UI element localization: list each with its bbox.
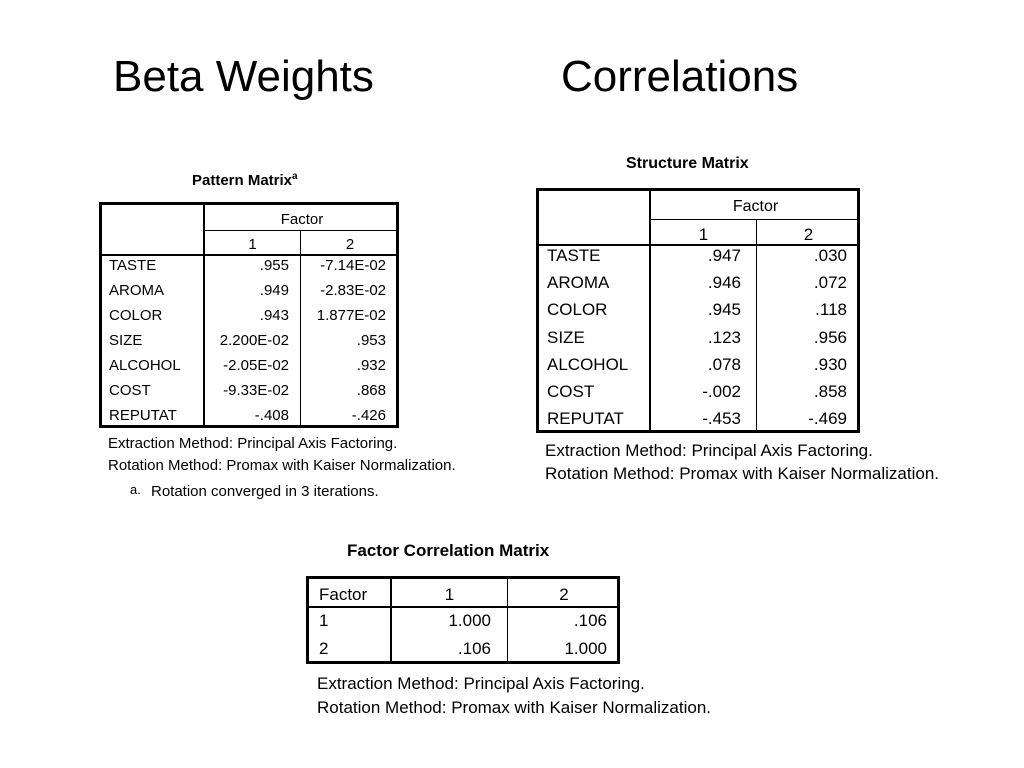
fcm-row-value-2: 1.000: [564, 639, 607, 658]
fcm-extraction-note: Extraction Method: Principal Axis Factoring.: [317, 674, 645, 693]
title-correlations: Correlations: [561, 52, 799, 101]
structure-row-value-1: .078: [707, 354, 741, 374]
pattern-row-value-2: .953: [356, 332, 386, 349]
fcm-rotation-note: Rotation Method: Promax with Kaiser Normalization.: [317, 698, 711, 717]
fcm-row-label: 2: [319, 639, 329, 658]
pattern-row-label: COLOR: [109, 307, 163, 324]
factor-correlation-matrix-caption: Factor Correlation Matrix: [347, 541, 550, 560]
structure-row-label: REPUTAT: [547, 409, 624, 429]
pattern-col-1-header: 1: [248, 236, 257, 253]
structure-extraction-note: Extraction Method: Principal Axis Factoring.: [545, 441, 873, 460]
structure-row-label: COLOR: [547, 300, 608, 320]
pattern-row-value-1: -2.05E-02: [223, 357, 289, 374]
structure-row-value-1: .945: [707, 300, 741, 320]
structure-matrix-table: [536, 188, 860, 433]
pattern-factor-header: Factor: [280, 211, 324, 228]
pattern-row-value-1: -.408: [254, 407, 289, 424]
title-beta-weights: Beta Weights: [113, 52, 374, 101]
fcm-row-value-1: .106: [457, 639, 491, 658]
pattern-extraction-note: Extraction Method: Principal Axis Factoring.: [108, 435, 398, 452]
pattern-matrix-table: [99, 202, 399, 428]
pattern-col-2-header: 2: [345, 236, 355, 253]
structure-row-value-2: .930: [813, 354, 847, 374]
pattern-rotation-note: Rotation Method: Promax with Kaiser Normalization.: [108, 457, 456, 474]
fcm-col-1-header: 1: [444, 585, 455, 604]
factor-correlation-matrix-table: [306, 576, 620, 664]
structure-row-value-1: .946: [707, 273, 741, 293]
structure-row-label: AROMA: [547, 273, 610, 293]
fcm-row-value-1: 1.000: [448, 611, 491, 630]
pattern-row-value-2: .932: [356, 357, 386, 374]
structure-row-value-1: .947: [707, 246, 741, 265]
fcm-row-label: 1: [319, 611, 329, 630]
structure-row-value-2: .118: [815, 300, 847, 320]
pattern-matrix-caption: [192, 171, 298, 189]
structure-row-value-1: -.002: [702, 382, 741, 401]
pattern-row-value-1: -9.33E-02: [223, 382, 289, 399]
structure-col-2-header: 2: [803, 225, 814, 244]
fcm-row-value-2: .106: [573, 611, 607, 630]
structure-row-label: TASTE: [547, 246, 601, 265]
structure-row-value-1: .123: [707, 327, 741, 347]
structure-row-value-2: .956: [813, 327, 847, 347]
pattern-footnote-mark: a.: [130, 482, 141, 497]
fcm-corner-header: Factor: [319, 585, 368, 604]
pattern-row-value-2: -2.83E-02: [320, 282, 386, 299]
pattern-row-label: REPUTAT: [109, 407, 177, 424]
pattern-row-label: TASTE: [109, 257, 157, 274]
structure-row-value-1: -.453: [702, 409, 741, 429]
pattern-row-value-2: -7.14E-02: [320, 257, 386, 274]
structure-row-value-2: .858: [813, 382, 847, 401]
pattern-row-label: ALCOHOL: [109, 357, 181, 374]
pattern-row-label: AROMA: [109, 282, 165, 299]
pattern-row-value-1: 2.200E-02: [219, 332, 289, 349]
structure-row-value-2: .030: [813, 246, 847, 265]
fcm-col-2-header: 2: [559, 585, 569, 604]
structure-row-label: SIZE: [547, 327, 585, 347]
pattern-row-value-1: .949: [259, 282, 289, 299]
pattern-row-label: SIZE: [109, 332, 143, 349]
pattern-row-value-2: -.426: [351, 407, 386, 424]
structure-col-1-header: 1: [698, 225, 709, 244]
structure-row-label: ALCOHOL: [547, 354, 629, 374]
structure-row-label: COST: [547, 382, 595, 401]
pattern-matrix-title: Pattern Matrix: [192, 172, 293, 189]
pattern-row-label: COST: [109, 382, 151, 399]
pattern-footnote: Rotation converged in 3 iterations.: [151, 483, 379, 500]
pattern-row-value-1: .943: [259, 307, 289, 324]
pattern-row-value-2: 1.877E-02: [316, 307, 386, 324]
structure-row-value-2: -.469: [808, 409, 847, 429]
structure-rotation-note: Rotation Method: Promax with Kaiser Normalization.: [545, 464, 939, 483]
pattern-row-value-2: .868: [356, 382, 386, 399]
pattern-matrix-footnote-mark: a: [292, 171, 298, 182]
pattern-row-value-1: .955: [259, 257, 289, 274]
structure-matrix-caption: Structure Matrix: [626, 155, 749, 172]
structure-row-value-2: .072: [813, 273, 847, 293]
structure-factor-header: Factor: [732, 198, 779, 215]
